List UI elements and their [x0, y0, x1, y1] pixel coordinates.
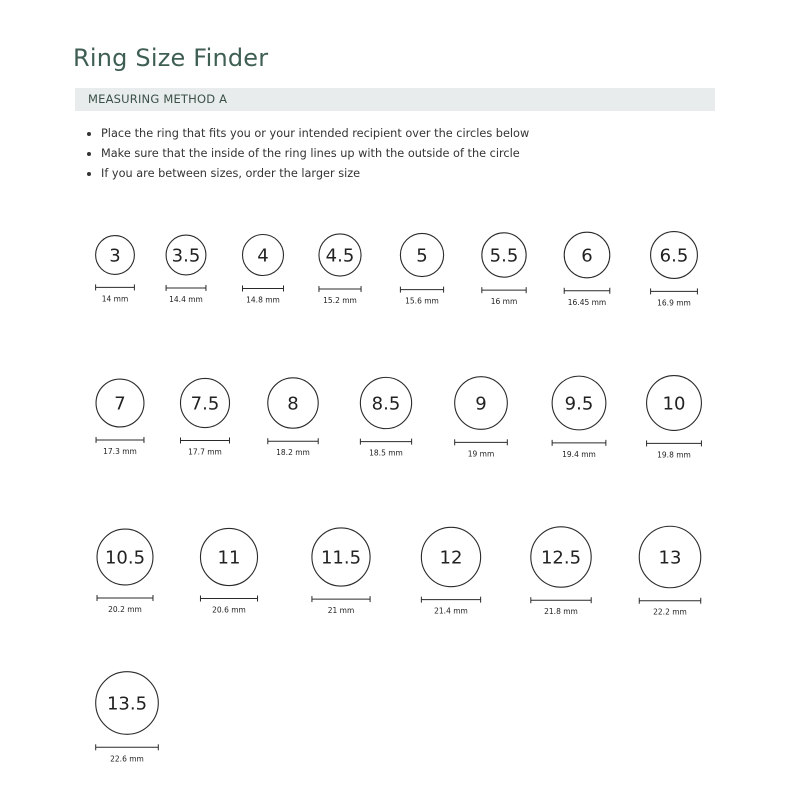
diameter-scale [552, 440, 606, 446]
diameter-label: 17.7 mm [188, 447, 222, 457]
ring-size-label: 8 [287, 393, 299, 415]
ring-size-item [319, 234, 361, 305]
ring-size-label: 10 [662, 393, 686, 415]
ring-size-item [312, 528, 370, 615]
diameter-label: 14.8 mm [246, 295, 280, 305]
diameter-label: 19.4 mm [562, 449, 596, 459]
ring-size-label: 12 [439, 547, 463, 569]
ring-size-item [166, 235, 206, 304]
diameter-label: 15.2 mm [323, 296, 357, 306]
ring-size-label: 4.5 [325, 245, 355, 267]
diameter-label: 14.4 mm [169, 294, 203, 304]
diameter-scale [180, 438, 229, 444]
diameter-label: 14 mm [101, 294, 129, 304]
diameter-label: 22.6 mm [110, 754, 144, 764]
diameter-label: 16.9 mm [657, 298, 691, 308]
ring-size-label: 9.5 [564, 393, 594, 415]
diameter-label: 16.45 mm [567, 297, 607, 307]
diameter-label: 18.5 mm [369, 448, 403, 458]
diameter-label: 17.3 mm [103, 446, 137, 456]
ring-size-item [96, 672, 159, 764]
diameter-scale [455, 439, 508, 445]
ring-size-label: 5 [416, 245, 428, 267]
diameter-scale [96, 744, 159, 750]
diameter-scale [482, 287, 526, 293]
diameter-label: 19 mm [467, 449, 495, 459]
diameter-scale [360, 439, 411, 445]
ring-size-item [243, 235, 284, 305]
diameter-scale [268, 438, 318, 444]
ring-size-item [268, 378, 318, 457]
diameter-label: 16 mm [490, 297, 518, 307]
ring-size-label: 12.5 [540, 547, 582, 569]
ring-size-item [531, 527, 591, 616]
ring-size-label: 4 [257, 245, 269, 267]
ring-size-item [421, 527, 480, 615]
instruction-item: If you are between sizes, order the larger size [86, 165, 529, 185]
ring-size-item [200, 528, 257, 614]
page-title: Ring Size Finder [73, 44, 269, 72]
diameter-scale [564, 288, 610, 294]
diameter-scale [96, 437, 144, 443]
ring-size-label: 11.5 [320, 547, 362, 569]
diameter-label: 15.6 mm [405, 296, 439, 306]
ring-size-item [552, 376, 606, 459]
ring-size-label: 9 [475, 393, 487, 415]
ring-size-label: 5.5 [489, 245, 519, 267]
ring-size-item [455, 377, 508, 459]
diameter-scale [319, 286, 361, 292]
diameter-scale [166, 285, 206, 291]
ring-size-label: 13.5 [106, 693, 148, 715]
ring-size-label: 3 [109, 245, 121, 267]
diameter-scale [639, 598, 700, 604]
ring-size-item [96, 236, 135, 304]
ring-size-label: 8.5 [371, 393, 401, 415]
ring-size-item [400, 233, 443, 305]
ring-size-item [647, 376, 702, 460]
ring-size-item [564, 232, 610, 307]
diameter-label: 20.2 mm [108, 604, 142, 614]
diameter-scale [400, 287, 443, 293]
diameter-scale [97, 595, 153, 601]
diameter-scale [531, 597, 591, 603]
ring-size-label: 3.5 [171, 245, 201, 267]
instruction-item: Make sure that the inside of the ring lines up with the outside of the circle [86, 145, 529, 165]
ring-size-label: 7 [114, 393, 126, 415]
diameter-label: 21.4 mm [434, 606, 468, 616]
ring-size-item [360, 377, 411, 457]
ring-size-label: 10.5 [104, 547, 146, 569]
diameter-scale [421, 597, 480, 603]
ring-size-item [180, 378, 229, 456]
diameter-scale [647, 440, 702, 446]
ring-size-item [651, 232, 698, 308]
ring-size-item [97, 529, 153, 614]
diameter-scale [96, 284, 135, 290]
ring-size-item [96, 379, 144, 456]
diameter-label: 20.6 mm [212, 605, 246, 615]
ring-size-label: 13 [658, 547, 682, 569]
diameter-scale [200, 596, 257, 602]
diameter-label: 19.8 mm [657, 450, 691, 460]
diameter-label: 18.2 mm [276, 448, 310, 458]
ring-size-label: 6.5 [659, 245, 689, 267]
diameter-scale [312, 596, 370, 602]
diameter-scale [651, 288, 698, 294]
ring-size-item [639, 526, 700, 616]
diameter-scale [243, 285, 284, 291]
ring-size-label: 7.5 [190, 393, 220, 415]
ring-size-item [482, 233, 526, 306]
ring-size-label: 11 [217, 547, 241, 569]
diameter-label: 21 mm [327, 606, 355, 616]
diameter-label: 21.8 mm [544, 607, 578, 617]
ring-size-label: 6 [581, 245, 593, 267]
instruction-item: Place the ring that fits you or your intended recipient over the circles below [86, 125, 529, 145]
diameter-label: 22.2 mm [653, 607, 687, 617]
section-header-label: MEASURING METHOD A [88, 92, 228, 106]
